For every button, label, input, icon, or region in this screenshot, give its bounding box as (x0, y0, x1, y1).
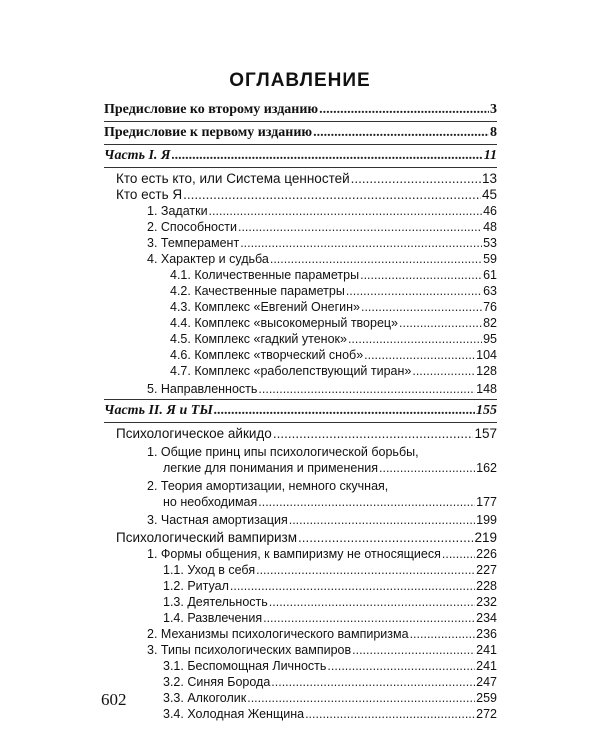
toc-entry-page: 13 (481, 171, 497, 186)
divider (104, 399, 497, 400)
toc-entry-page: 76 (483, 300, 497, 314)
divider (104, 167, 497, 168)
toc-entry-page: 157 (474, 426, 497, 441)
toc-entry-page: 241 (476, 643, 497, 657)
leader-dots (240, 235, 482, 251)
toc-entry (170, 331, 497, 347)
leader-dots (258, 494, 475, 510)
toc-entry-page: 61 (483, 268, 497, 282)
toc-entry (163, 610, 497, 626)
toc-entry-page: 46 (483, 204, 497, 218)
toc-entry-label: 3. Частная амортизация (147, 513, 288, 527)
leader-dots (209, 203, 483, 219)
leader-dots (319, 102, 489, 118)
toc-entry-label: 2. Механизмы психологического вампиризма (147, 627, 409, 641)
toc-entry-page: 148 (476, 382, 497, 396)
toc-entry-label: 4.1. Количественные параметры (170, 268, 360, 282)
leader-dots (352, 642, 475, 658)
toc-entry-page: 226 (476, 547, 497, 561)
leader-dots (238, 219, 482, 235)
toc-entry (104, 125, 497, 141)
toc-entry (163, 658, 497, 674)
toc-entry-label: Предисловие к первому изданию (104, 125, 313, 140)
toc-entry-page: 232 (476, 595, 497, 609)
toc-entry-page: 228 (476, 579, 497, 593)
toc-entry (170, 315, 497, 331)
toc-entry-label: 3.1. Беспомощная Личность (163, 659, 327, 673)
leader-dots (172, 148, 483, 164)
toc-entry-label: легкие для понимания и применения (163, 461, 379, 475)
toc-entry-label-line1: 2. Теория амортизации, немного скучная, (147, 479, 389, 493)
toc-entry-page: 259 (476, 691, 497, 705)
toc-entry-label: 4.7. Комплекс «раболепствующий тиран» (170, 364, 412, 378)
toc-entry (170, 267, 497, 283)
toc-entry (147, 203, 497, 219)
toc-entry (147, 381, 497, 397)
leader-dots (258, 381, 475, 397)
toc-part-heading (104, 403, 497, 419)
page-number: 602 (101, 690, 127, 709)
divider (104, 422, 497, 423)
leader-dots (348, 331, 482, 347)
toc-entry-page: 234 (476, 611, 497, 625)
toc-entry-label: Психологическое айкидо (116, 426, 272, 441)
leader-dots (442, 546, 475, 562)
leader-dots (214, 403, 475, 419)
leader-dots (305, 706, 475, 722)
toc-entry-label: 3.2. Синяя Борода (163, 675, 271, 689)
toc-entry-page: 82 (483, 316, 497, 330)
toc-entry-label: 1.2. Ритуал (163, 579, 229, 593)
toc-entry (163, 706, 497, 722)
toc-entry-label: Кто есть Я (116, 187, 183, 202)
toc-entry-page: 199 (476, 513, 497, 527)
toc-entry-label: 4.2. Качественные параметры (170, 284, 345, 298)
leader-dots (379, 460, 475, 476)
toc-entry-label: но необходимая (163, 495, 258, 509)
toc-entry-label: Часть II. Я и ТЫ (104, 403, 213, 418)
toc-entry-label: 1.1. Уход в себя (163, 563, 256, 577)
toc-entry-page: 11 (483, 148, 497, 163)
toc-entry-label: Часть I. Я (104, 148, 171, 163)
toc-entry-page: 3 (490, 102, 497, 117)
toc-entry-label: 4.6. Комплекс «творческий сноб» (170, 348, 364, 362)
divider (104, 121, 497, 122)
page-title: ОГЛАВЛЕНИЕ (229, 70, 371, 91)
toc-entry-page: 45 (481, 187, 497, 202)
leader-dots (247, 690, 475, 706)
toc-entry (163, 690, 497, 706)
leader-dots (346, 283, 482, 299)
toc-entry (147, 235, 497, 251)
toc-entry-page: 272 (476, 707, 497, 721)
toc-entry (170, 283, 497, 299)
toc-entry-label: 3.3. Алкоголик (163, 691, 247, 705)
leader-dots (410, 626, 476, 642)
toc-entry-label: 1.3. Деятельность (163, 595, 268, 609)
leader-dots (230, 578, 475, 594)
toc-entry (163, 460, 497, 476)
divider (104, 144, 497, 145)
leader-dots (412, 363, 475, 379)
toc-entry (147, 251, 497, 267)
toc-entry-label: 1. Задатки (147, 204, 208, 218)
toc-part-heading (104, 148, 497, 164)
leader-dots (313, 125, 489, 141)
leader-dots (269, 594, 475, 610)
leader-dots (361, 299, 482, 315)
toc-entry (170, 363, 497, 379)
toc-entry (147, 626, 497, 642)
toc-entry-page: 48 (483, 220, 497, 234)
toc-entry-page: 162 (476, 461, 497, 475)
toc-entry-label: 2. Способности (147, 220, 237, 234)
toc-entry-page: 219 (474, 530, 497, 545)
toc-entry-page: 241 (476, 659, 497, 673)
toc-entry-label: Кто есть кто, или Система ценностей (116, 171, 350, 186)
toc-entry-page: 95 (483, 332, 497, 346)
toc-entry (163, 562, 497, 578)
toc-entry (104, 102, 497, 118)
toc-entry-label: 3. Типы психологических вампиров (147, 643, 352, 657)
toc-entry (163, 594, 497, 610)
toc-entry (147, 546, 497, 562)
leader-dots (289, 512, 475, 528)
toc-entry-label: 4.4. Комплекс «высокомерный творец» (170, 316, 399, 330)
toc-entry-label: 4.3. Комплекс «Евгений Онегин» (170, 300, 360, 314)
leader-dots (271, 674, 475, 690)
leader-dots (270, 251, 482, 267)
leader-dots (273, 426, 474, 442)
toc-entry (170, 299, 497, 315)
toc-entry-label: 3.4. Холодная Женщина (163, 707, 305, 721)
toc-entry-page: 236 (476, 627, 497, 641)
toc-entry (163, 494, 497, 510)
toc-entry (116, 426, 497, 442)
toc-entry (116, 530, 497, 546)
leader-dots (360, 267, 482, 283)
toc-entry-page: 227 (476, 563, 497, 577)
leader-dots (263, 610, 475, 626)
toc-entry-page: 177 (476, 495, 497, 509)
leader-dots (256, 562, 475, 578)
toc-entry (163, 578, 497, 594)
toc-entry-label-line1: 1. Общие принц ипы психологической борьбы, (147, 445, 419, 459)
toc-entry-label: Психологический вампиризм (116, 530, 298, 545)
leader-dots (183, 187, 481, 203)
toc-entry (147, 642, 497, 658)
toc-entry-label: 5. Направленность (147, 382, 258, 396)
toc-entry-label: 4.5. Комплекс «гадкий утенок» (170, 332, 347, 346)
leader-dots (327, 658, 475, 674)
toc-entry-label: Предисловие ко второму изданию (104, 102, 319, 117)
toc-entry-label: 1. Формы общения, к вампиризму не относящиеся (147, 547, 441, 561)
toc-entry-page: 247 (476, 675, 497, 689)
leader-dots (351, 171, 481, 187)
toc-entry (116, 187, 497, 203)
toc-entry (147, 512, 497, 528)
toc-entry-page: 104 (476, 348, 497, 362)
toc-entry (170, 347, 497, 363)
toc-entry-label: 3. Темперамент (147, 236, 240, 250)
toc-entry-page: 8 (490, 125, 497, 140)
toc-entry (163, 674, 497, 690)
toc-entry-label: 4. Характер и судьба (147, 252, 269, 266)
leader-dots (399, 315, 482, 331)
toc-entry-page: 63 (483, 284, 497, 298)
toc-entry-page: 128 (476, 364, 497, 378)
toc-entry-page: 155 (476, 403, 497, 418)
toc-entry-label: 1.4. Развлечения (163, 611, 263, 625)
toc-entry-page: 53 (483, 236, 497, 250)
leader-dots (298, 530, 473, 546)
toc-entry-page: 59 (483, 252, 497, 266)
leader-dots (364, 347, 475, 363)
toc-entry (116, 171, 497, 187)
toc-entry (147, 219, 497, 235)
